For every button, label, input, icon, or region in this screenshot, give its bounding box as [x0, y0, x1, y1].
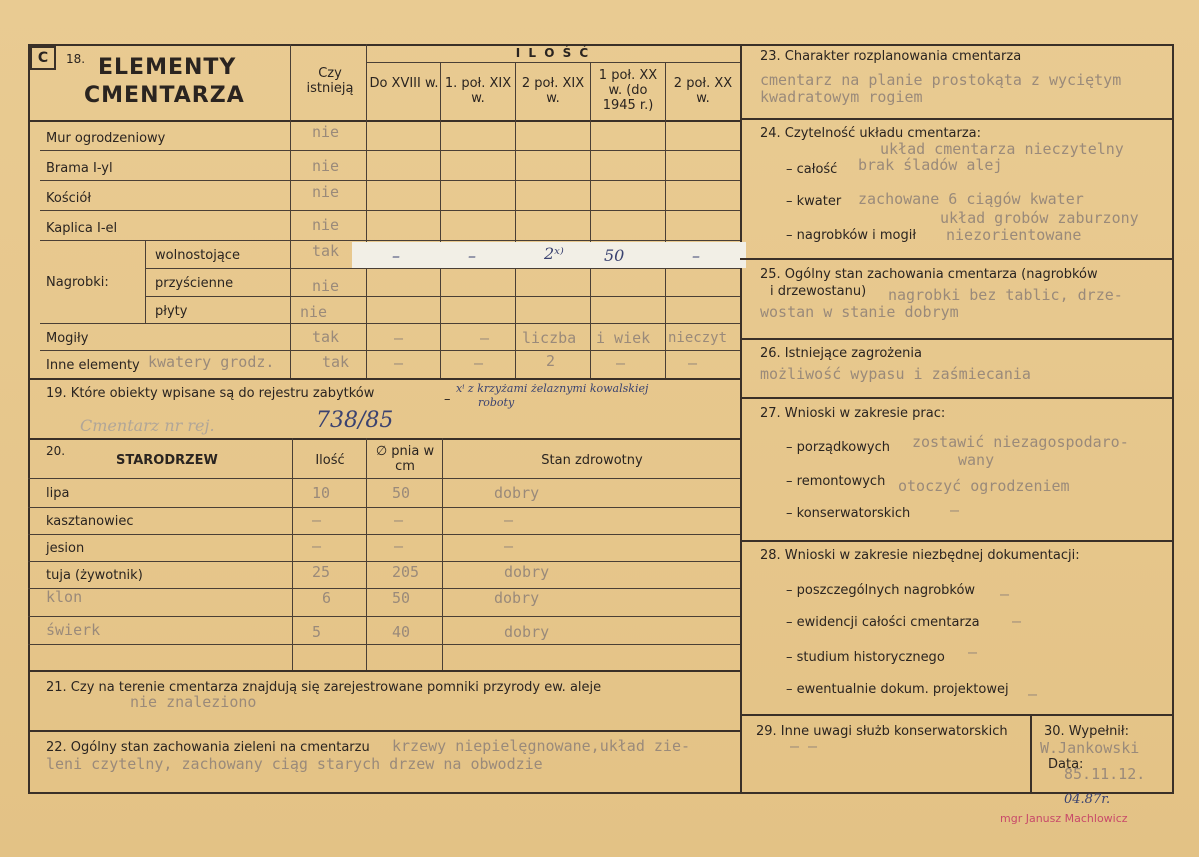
tree-diam: 50	[392, 589, 411, 607]
s28-item: – ewentualnie dokum. projektowej	[786, 682, 1009, 697]
s27-answer-3: –	[950, 501, 960, 519]
s18-title-2: CMENTARZA	[84, 83, 245, 108]
row-label: Kościół	[46, 191, 92, 206]
row-label: wolnostojące	[155, 248, 240, 263]
cell-value: –	[394, 329, 404, 347]
row-label: przyścienne	[155, 276, 234, 291]
s24-answer-1: brak śladów alej	[858, 156, 1003, 174]
s22-label: 22. Ogólny stan zachowania zieleni na cmentarzu	[46, 740, 370, 755]
s28-label: 28. Wnioski w zakresie niezbędnej dokumentacji:	[760, 548, 1080, 563]
s19-register-number: 738/85	[316, 408, 394, 433]
s27-porzadkowych: – porządkowych	[786, 440, 890, 455]
tree-name: jesion	[46, 541, 85, 556]
stamp-name: mgr Janusz Machlowicz	[1000, 812, 1128, 825]
exists-value: tak	[322, 353, 350, 371]
s26-answer: możliwość wypasu i zaśmiecania	[760, 365, 1031, 383]
row-label: Kaplica I-el	[46, 221, 118, 236]
tree-qty: 5	[312, 623, 322, 641]
tree-state: –	[504, 511, 514, 529]
s23-answer-1: cmentarz na planie prostokąta z wyciętym	[760, 71, 1122, 89]
s28-item: – ewidencji całości cmentarza	[786, 615, 980, 630]
tree-name: lipa	[46, 486, 70, 501]
row-extra: kwatery grodz.	[148, 353, 275, 371]
tree-state: –	[504, 537, 514, 555]
s23-answer-2: kwadratowym rogiem	[760, 88, 923, 106]
tree-state: dobry	[504, 563, 550, 581]
s22-answer-2: leni czytelny, zachowany ciąg starych drzew na obwodzie	[46, 755, 543, 773]
col-1-xx: 1 poł. XX w. (do 1945 r.)	[598, 68, 658, 113]
tree-state: dobry	[494, 484, 540, 502]
col-2-xix: 2 poł. XIX w.	[521, 76, 585, 106]
s28-item: – studium historycznego	[786, 650, 945, 665]
tree-diam: 205	[392, 563, 420, 581]
tree-qty: 10	[312, 484, 331, 502]
s27-answer-1b: wany	[958, 451, 995, 469]
cell-value: 50	[604, 246, 625, 265]
col-xviii: Do XVIII w.	[369, 76, 439, 91]
s19-dash: –	[444, 392, 451, 407]
row-label: płyty	[155, 304, 188, 319]
exists-value: nie	[312, 216, 340, 234]
col-2-xx: 2 poł. XX w.	[673, 76, 733, 106]
s28-value: –	[1000, 585, 1010, 603]
s28-value: –	[1012, 612, 1022, 630]
tree-name: kasztanowiec	[46, 514, 134, 529]
tree-state: dobry	[504, 623, 550, 641]
s26-label: 26. Istniejące zagrożenia	[760, 346, 922, 361]
s20-title: STARODRZEW	[116, 453, 218, 468]
s28-value: –	[968, 643, 978, 661]
tree-qty: 6	[322, 589, 332, 607]
s27-answer-1: zostawić niezagospodaro-	[912, 433, 1129, 451]
s21-answer: nie znaleziono	[130, 693, 257, 711]
s19-note-1: xⁱ z krzyżami żelaznymi kowalskiej	[456, 382, 649, 395]
nagrobki-label: Nagrobki:	[46, 275, 109, 290]
s24-nagrobkow: – nagrobków i mogił	[786, 228, 917, 243]
s30-date: 85.11.12.	[1064, 765, 1146, 783]
s19-note-2: roboty	[478, 396, 515, 409]
col-ilosc: I L O Ś Ć	[515, 46, 591, 60]
tree-name: klon	[46, 588, 83, 606]
tree-state: dobry	[494, 589, 540, 607]
s24-answer-0: układ cmentarza nieczytelny	[880, 140, 1124, 158]
tree-qty: –	[312, 511, 322, 529]
s22-answer-1: krzewy niepielęgnowane,układ zie-	[392, 737, 691, 755]
exists-value: nie	[312, 123, 340, 141]
cell-value: i wiek	[596, 329, 651, 347]
cell-value: –	[692, 246, 700, 265]
cell-value: –	[468, 246, 476, 265]
s25-answer-2: wostan w stanie dobrym	[760, 303, 959, 321]
s24-kwater: – kwater	[786, 194, 842, 209]
s27-label: 27. Wnioski w zakresie prac:	[760, 406, 946, 421]
s29-label: 29. Inne uwagi służb konserwatorskich	[756, 724, 1008, 739]
s30-name: W.Jankowski	[1040, 739, 1140, 757]
row-label: Mur ogrodzeniowy	[46, 131, 166, 146]
s25-answer-1: nagrobki bez tablic, drze-	[888, 286, 1123, 304]
cell-value: nieczyt	[668, 330, 728, 346]
row-label: Brama I-yl	[46, 161, 113, 176]
s24-answer-2: zachowane 6 ciągów kwater	[858, 190, 1084, 208]
tree-diam: –	[394, 511, 404, 529]
s20-col-diam: ∅ pnia w cm	[375, 444, 435, 474]
s20-col-state: Stan zdrowotny	[541, 453, 643, 468]
s25-label-2: i drzewostanu)	[770, 284, 867, 299]
cell-value: –	[394, 354, 404, 372]
s24-label: 24. Czytelność układu cmentarza:	[760, 126, 982, 141]
row-label: Inne elementy	[46, 358, 140, 373]
tree-name: świerk	[46, 621, 101, 639]
s24-answer-3: układ grobów zaburzony	[940, 209, 1139, 227]
tree-diam: –	[394, 537, 404, 555]
s28-item: – poszczególnych nagrobków	[786, 583, 976, 598]
row-label: Mogiły	[46, 331, 89, 346]
s28-value: –	[1028, 685, 1038, 703]
s27-answer-2: otoczyć ogrodzeniem	[898, 477, 1070, 495]
s27-konserwatorskich: – konserwatorskich	[786, 506, 911, 521]
s18-title-1: ELEMENTY	[98, 55, 237, 80]
s18-number: 18.	[66, 52, 86, 66]
s25-label-1: 25. Ogólny stan zachowania cmentarza (nagrobków	[760, 267, 1098, 282]
cell-value: –	[688, 354, 698, 372]
s20-number: 20.	[46, 444, 66, 458]
exists-value: tak	[312, 242, 340, 260]
tree-qty: 25	[312, 563, 331, 581]
exists-value: nie	[312, 183, 340, 201]
s20-col-qty: Ilość	[315, 453, 345, 468]
cell-value: 2	[546, 352, 556, 370]
cell-value: –	[392, 246, 400, 265]
handwritten-date: 04.87r.	[1064, 792, 1111, 807]
cell-value: –	[480, 329, 490, 347]
s24-answer-4: niezorientowane	[946, 226, 1082, 244]
exists-value: nie	[300, 303, 328, 321]
tree-diam: 50	[392, 484, 411, 502]
tree-name: tuja (żywotnik)	[46, 568, 143, 583]
section-c-box: C	[30, 46, 56, 70]
cell-value: 2ˣ⁾	[544, 244, 564, 263]
cell-value: –	[616, 354, 626, 372]
cell-value: –	[474, 354, 484, 372]
col-exists: Czy istnieją	[306, 66, 354, 96]
s27-remontowych: – remontowych	[786, 474, 886, 489]
exists-value: tak	[312, 328, 340, 346]
s23-label: 23. Charakter rozplanowania cmentarza	[760, 49, 1022, 64]
s24-calosc: – całość	[786, 162, 838, 177]
exists-value: nie	[312, 277, 340, 295]
s19-label: 19. Które obiekty wpisane są do rejestru zabytków	[46, 386, 375, 401]
s30-label: 30. Wypełnił:	[1044, 724, 1129, 739]
s29-answer: – –	[790, 737, 818, 755]
tree-qty: –	[312, 537, 322, 555]
s30-date-label: Data:	[1048, 757, 1084, 772]
col-1-xix: 1. poł. XIX w.	[444, 76, 512, 106]
tree-diam: 40	[392, 623, 411, 641]
cell-value: liczba	[522, 329, 577, 347]
exists-value: nie	[312, 157, 340, 175]
s21-label: 21. Czy na terenie cmentarza znajdują się zarejestrowane pomniki przyrody ew. aleje	[46, 680, 602, 695]
s19-pencil-note: Cmentarz nr rej.	[80, 416, 215, 435]
